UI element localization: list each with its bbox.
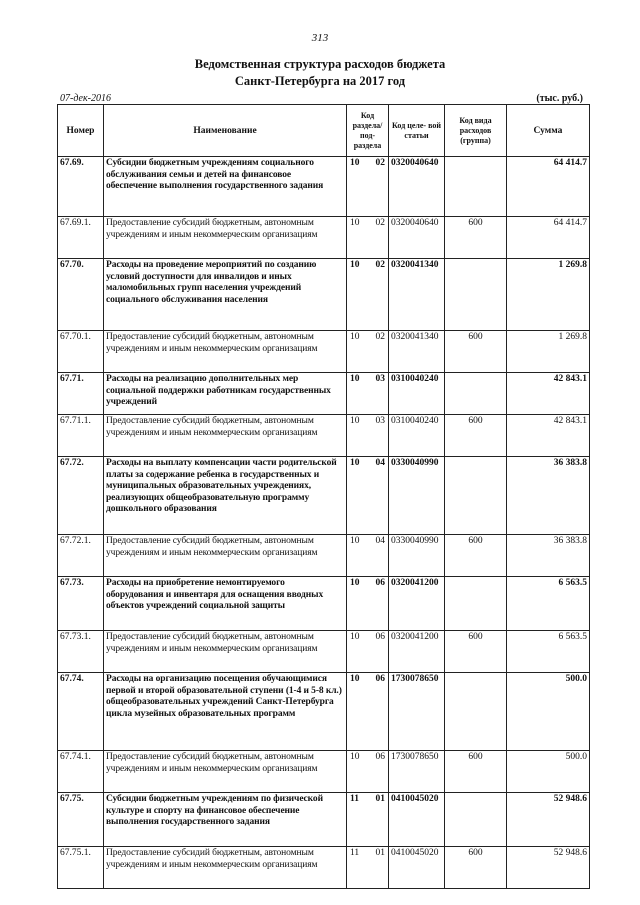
- row-expense-type-code: 600: [445, 535, 507, 577]
- table-row: [58, 751, 590, 793]
- row-sum: 52 948.6: [507, 793, 590, 847]
- section-code-pair: [349, 578, 386, 590]
- row-article-code: 0320041200: [389, 577, 445, 631]
- row-sum: 64 414.7: [507, 217, 590, 259]
- razdel-code: 10: [350, 260, 360, 270]
- podrazdel-code: 04: [375, 536, 385, 546]
- row-sum: 500.0: [507, 751, 590, 793]
- row-number: 67.70.: [58, 259, 104, 331]
- table-body: [58, 157, 590, 889]
- podrazdel-code: 02: [375, 158, 385, 168]
- row-sum: 1 269.8: [507, 259, 590, 331]
- podrazdel-code: 06: [375, 674, 385, 684]
- row-sum: 64 414.7: [507, 157, 590, 217]
- row-name: Предоставление субсидий бюджетным, автономным учреждениям и иным некоммерческим организациям: [104, 751, 347, 793]
- header-expense-type-code: Код вида расходов (группа): [445, 105, 507, 157]
- row-section-code: [347, 157, 389, 217]
- section-code-pair: [349, 752, 386, 764]
- podrazdel-code: 03: [375, 374, 385, 384]
- title-line-2: Санкт-Петербурга на 2017 год: [234, 74, 406, 88]
- razdel-code: 10: [350, 674, 360, 684]
- row-article-code: 0410045020: [389, 847, 445, 889]
- row-number: 67.71.: [58, 373, 104, 415]
- row-expense-type-code: [445, 793, 507, 847]
- row-section-code: [347, 457, 389, 535]
- row-expense-type-code: 600: [445, 751, 507, 793]
- section-code-pair: [349, 218, 386, 230]
- header-article-code: Код целе- вой статьи: [389, 105, 445, 157]
- row-name: Предоставление субсидий бюджетным, автономным учреждениям и иным некоммерческим организациям: [104, 535, 347, 577]
- row-number: 67.71.1.: [58, 415, 104, 457]
- podrazdel-code: 04: [375, 458, 385, 468]
- table-row: [58, 373, 590, 415]
- table-row: [58, 217, 590, 259]
- row-sum: 42 843.1: [507, 415, 590, 457]
- row-section-code: [347, 631, 389, 673]
- header-number: Номер: [58, 105, 104, 157]
- table-row: [58, 673, 590, 751]
- podrazdel-code: 02: [375, 260, 385, 270]
- table-row: [58, 457, 590, 535]
- table-row: [58, 415, 590, 457]
- podrazdel-code: 06: [375, 578, 385, 588]
- row-name: Расходы на проведение мероприятий по созданию условий доступности для инвалидов и иных маломобильных групп населения учреждений социального обслуживания населения: [104, 259, 347, 331]
- table-row: [58, 157, 590, 217]
- section-code-pair: [349, 632, 386, 644]
- header-name: Наименование: [104, 105, 347, 157]
- row-expense-type-code: [445, 673, 507, 751]
- row-number: 67.73.: [58, 577, 104, 631]
- row-number: 67.75.1.: [58, 847, 104, 889]
- section-code-pair: [349, 794, 386, 806]
- row-expense-type-code: [445, 373, 507, 415]
- row-name: Предоставление субсидий бюджетным, автономным учреждениям и иным некоммерческим организациям: [104, 331, 347, 373]
- document-date: 07-дек-2016: [60, 93, 111, 104]
- units-label: (тыс. руб.): [536, 93, 583, 104]
- row-expense-type-code: 600: [445, 847, 507, 889]
- podrazdel-code: 03: [375, 416, 385, 426]
- razdel-code: 10: [350, 458, 360, 468]
- header-sum: Сумма: [507, 105, 590, 157]
- row-name: Расходы на приобретение немонтируемого оборудования и инвентаря для оснащения вводных объектов учреждений социальной защиты: [104, 577, 347, 631]
- section-code-pair: [349, 158, 386, 170]
- row-sum: 1 269.8: [507, 331, 590, 373]
- row-number: 67.75.: [58, 793, 104, 847]
- row-number: 67.72.: [58, 457, 104, 535]
- row-expense-type-code: [445, 457, 507, 535]
- row-number: 67.73.1.: [58, 631, 104, 673]
- budget-table: [57, 104, 590, 889]
- row-name: Предоставление субсидий бюджетным, автономным учреждениям и иным некоммерческим организациям: [104, 847, 347, 889]
- razdel-code: 10: [350, 218, 360, 228]
- row-name: Предоставление субсидий бюджетным, автономным учреждениям и иным некоммерческим организациям: [104, 631, 347, 673]
- row-expense-type-code: 600: [445, 331, 507, 373]
- table-row: [58, 259, 590, 331]
- section-code-pair: [349, 374, 386, 386]
- podrazdel-code: 06: [375, 632, 385, 642]
- row-sum: 6 563.5: [507, 631, 590, 673]
- table-row: [58, 577, 590, 631]
- row-name: Субсидии бюджетным учреждениям социального обслуживания семьи и детей на финансовое обеспечение выполнения государственного задания: [104, 157, 347, 217]
- row-expense-type-code: [445, 157, 507, 217]
- row-number: 67.69.: [58, 157, 104, 217]
- row-sum: 6 563.5: [507, 577, 590, 631]
- row-article-code: 1730078650: [389, 751, 445, 793]
- row-name: Расходы на выплату компенсации части родительской платы за содержание ребенка в государственных и муниципальных образовательных учреждениях, реализующих общеобразовательную программу дошкольного образования: [104, 457, 347, 535]
- table-row: [58, 631, 590, 673]
- row-section-code: [347, 577, 389, 631]
- podrazdel-code: 02: [375, 332, 385, 342]
- section-code-pair: [349, 260, 386, 272]
- row-section-code: [347, 259, 389, 331]
- row-section-code: [347, 673, 389, 751]
- row-sum: 36 383.8: [507, 535, 590, 577]
- row-name: Предоставление субсидий бюджетным, автономным учреждениям и иным некоммерческим организациям: [104, 217, 347, 259]
- row-section-code: [347, 415, 389, 457]
- table-row: [58, 535, 590, 577]
- table-row: [58, 331, 590, 373]
- row-name: Расходы на реализацию дополнительных мер социальной поддержки работникам государственных учреждений: [104, 373, 347, 415]
- section-code-pair: [349, 674, 386, 686]
- podrazdel-code: 02: [375, 218, 385, 228]
- row-sum: 36 383.8: [507, 457, 590, 535]
- page-number: 313: [311, 32, 329, 44]
- razdel-code: 10: [350, 158, 360, 168]
- header-section-code: Код раздела/ под- раздела: [347, 105, 389, 157]
- row-sum: 42 843.1: [507, 373, 590, 415]
- razdel-code: 10: [350, 578, 360, 588]
- row-expense-type-code: 600: [445, 631, 507, 673]
- row-article-code: 0320041340: [389, 259, 445, 331]
- razdel-code: 10: [350, 536, 360, 546]
- row-article-code: 0320041340: [389, 331, 445, 373]
- row-section-code: [347, 217, 389, 259]
- title-line-1: Ведомственная структура расходов бюджета: [194, 57, 446, 71]
- row-number: 67.70.1.: [58, 331, 104, 373]
- row-article-code: 0330040990: [389, 457, 445, 535]
- section-code-pair: [349, 416, 386, 428]
- row-section-code: [347, 373, 389, 415]
- row-number: 67.74.1.: [58, 751, 104, 793]
- row-sum: 500.0: [507, 673, 590, 751]
- row-article-code: 0320041200: [389, 631, 445, 673]
- row-number: 67.74.: [58, 673, 104, 751]
- table-header-row: [58, 105, 590, 157]
- row-article-code: 0310040240: [389, 415, 445, 457]
- razdel-code: 10: [350, 752, 360, 762]
- row-name: Расходы на организацию посещения обучающимися первой и второй образовательной ступени (1-4 и 5-8 кл.) общеобразовательных учреждений Санкт-Петербурга цикла музейных образовательных программ: [104, 673, 347, 751]
- razdel-code: 11: [350, 848, 360, 858]
- row-expense-type-code: 600: [445, 415, 507, 457]
- razdel-code: 10: [350, 632, 360, 642]
- row-expense-type-code: [445, 577, 507, 631]
- row-article-code: 0410045020: [389, 793, 445, 847]
- section-code-pair: [349, 458, 386, 470]
- row-expense-type-code: [445, 259, 507, 331]
- row-name: Субсидии бюджетным учреждениям по физической культуре и спорту на финансовое обеспечение выполнения государственного задания: [104, 793, 347, 847]
- row-section-code: [347, 751, 389, 793]
- page-title: [0, 56, 640, 90]
- razdel-code: 10: [350, 416, 360, 426]
- row-section-code: [347, 535, 389, 577]
- razdel-code: 11: [350, 794, 359, 804]
- table-row: [58, 847, 590, 889]
- row-section-code: [347, 793, 389, 847]
- row-number: 67.69.1.: [58, 217, 104, 259]
- razdel-code: 10: [350, 332, 360, 342]
- row-sum: 52 948.6: [507, 847, 590, 889]
- row-section-code: [347, 331, 389, 373]
- row-article-code: 0320040640: [389, 157, 445, 217]
- section-code-pair: [349, 848, 386, 860]
- section-code-pair: [349, 332, 386, 344]
- row-article-code: 0310040240: [389, 373, 445, 415]
- podrazdel-code: 06: [375, 752, 385, 762]
- podrazdel-code: 01: [375, 848, 385, 858]
- row-article-code: 1730078650: [389, 673, 445, 751]
- row-article-code: 0330040990: [389, 535, 445, 577]
- row-article-code: 0320040640: [389, 217, 445, 259]
- row-name: Предоставление субсидий бюджетным, автономным учреждениям и иным некоммерческим организациям: [104, 415, 347, 457]
- table-row: [58, 793, 590, 847]
- razdel-code: 10: [350, 374, 360, 384]
- row-section-code: [347, 847, 389, 889]
- row-expense-type-code: 600: [445, 217, 507, 259]
- podrazdel-code: 01: [375, 794, 385, 804]
- row-number: 67.72.1.: [58, 535, 104, 577]
- section-code-pair: [349, 536, 386, 548]
